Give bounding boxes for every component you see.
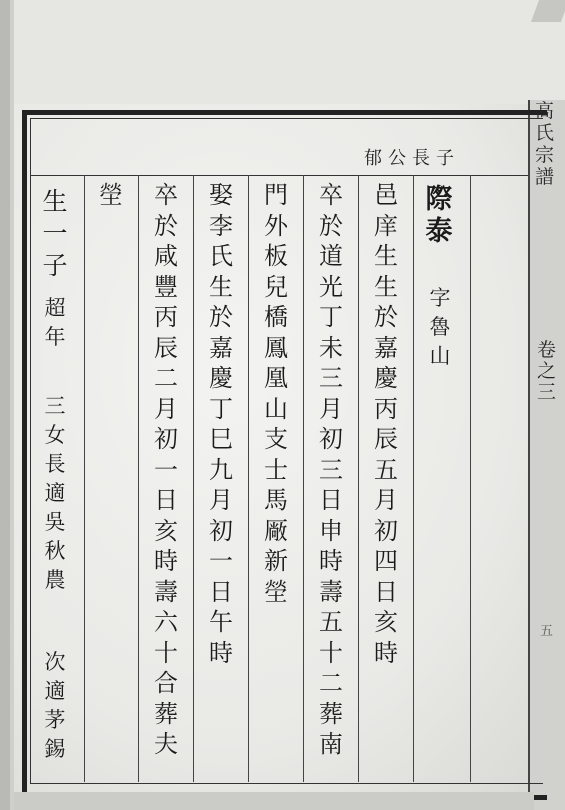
sons-count: 生一子 xyxy=(42,187,68,280)
top-margin xyxy=(14,0,565,104)
text-column-2: 卒於道光丁未三月初三日申時壽五十二葬南 xyxy=(319,181,343,758)
text-column-3: 門外板兒橋鳳凰山支士馬厰新塋 xyxy=(264,181,288,606)
text-column-1: 邑庠生生於嘉慶丙辰五月初四日亥時 xyxy=(374,181,398,667)
column-divider xyxy=(413,175,414,782)
column-divider xyxy=(470,175,471,782)
column-divider xyxy=(138,175,139,782)
column-divider xyxy=(303,175,304,782)
bottom-edge xyxy=(14,792,534,810)
daughters-line-1: 三女長適吳秋農 xyxy=(44,394,66,592)
book-title: 高氏宗譜 xyxy=(535,100,555,188)
daughters-line-2: 次適茅錫 xyxy=(44,650,66,761)
text-column-4: 娶李氏生於嘉慶丁巳九月初一日午時 xyxy=(209,181,233,667)
text-column-6: 塋 xyxy=(99,181,123,209)
son-name: 超年 xyxy=(44,296,66,349)
binding-gutter xyxy=(0,0,10,810)
column-divider xyxy=(193,175,194,782)
person-name: 際泰 xyxy=(425,184,453,247)
lineage-header: 郁公長子 xyxy=(364,148,460,169)
courtesy-name: 字魯山 xyxy=(429,286,451,368)
column-divider xyxy=(84,175,85,782)
text-column-5: 卒於咸豐丙辰二月初一日亥時壽六十合葬夫 xyxy=(154,181,178,758)
page-marker: 五 xyxy=(540,624,554,639)
binding-gutter-shadow xyxy=(10,0,14,810)
column-divider xyxy=(248,175,249,782)
chapter-label: 卷之三 xyxy=(537,339,557,403)
column-divider xyxy=(358,175,359,782)
